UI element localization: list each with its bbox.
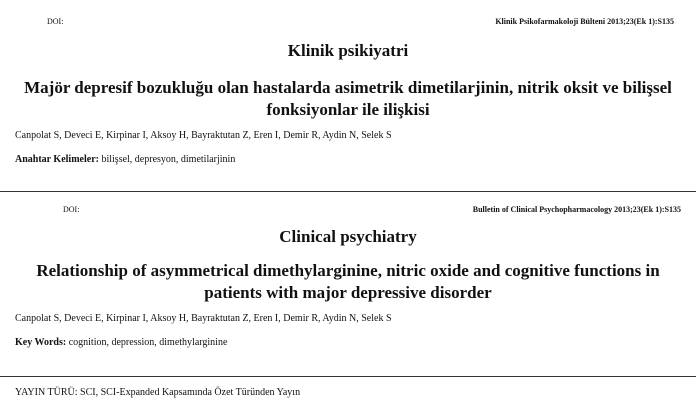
tr-section-heading: Klinik psikiyatri [287,41,409,60]
en-section-heading: Clinical psychiatry [279,227,417,246]
tr-authors: Canpolat S, Deveci E, Kirpinar I, Aksoy H, Bayraktutan Z, Eren I, Demir R, Aydin N, Selek S [15,130,392,141]
tr-doi-label: DOI: [47,17,64,26]
en-keywords-value: cognition, depression, dimethylarginine [68,337,228,348]
en-keywords [15,337,227,348]
tr-keywords-label: Anahtar Kelimeler: [15,154,99,165]
footer-divider [0,376,696,377]
en-title-line-2: patients with major depressive disorder [204,283,492,302]
en-article-title [0,260,696,304]
tr-keywords [15,154,235,165]
en-keywords-label: Key Words: [15,337,67,348]
tr-keywords-value: bilişsel, depresyon, dimetilarjinin [101,154,236,165]
en-authors: Canpolat S, Deveci E, Kirpinar I, Aksoy H, Bayraktutan Z, Eren I, Demir R, Aydin N, Selek S [15,313,392,324]
tr-journal-reference: Klinik Psikofarmakoloji Bülteni 2013;23(Ek 1):S135 [495,17,674,26]
en-doi-label: DOI: [63,205,80,214]
section-divider [0,191,696,192]
en-title-line-1: Relationship of asymmetrical dimethylarginine, nitric oxide and cognitive functions in [36,261,660,280]
en-journal-reference: Bulletin of Clinical Psychopharmacology 2013;23(Ek 1):S135 [472,205,681,214]
publication-type-footer: YAYIN TÜRÜ: SCI, SCI-Expanded Kapsamında Özet Türünden Yayın [15,387,301,398]
tr-title-line-2: fonksiyonlar ile ilişkisi [266,100,430,119]
tr-title-line-1: Majör depresif bozukluğu olan hastalarda asimetrik dimetilarjinin, nitrik oksit ve bilişsel [24,78,672,97]
tr-article-title [0,77,696,121]
